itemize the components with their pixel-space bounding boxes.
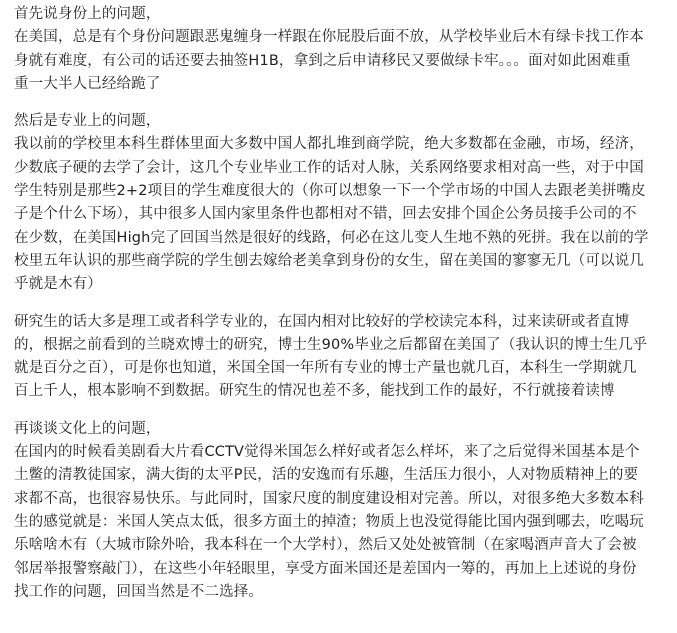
text-line: 学生特别是那些2+2项目的学生难度很大的（你可以想象一下一个学市场的中国人去跟老美拼嘴皮: [14, 183, 646, 200]
text-line: 在少数，在美国High完了回国当然是很好的线路，何必在这儿变人生地不熟的死拼。我在以前的学: [14, 229, 649, 246]
text-line: 就是百分之百），可是你也知道，米国全国一年所有专业的博士产量也就几百，本科生一学期就几: [14, 360, 637, 377]
text-line: 求都不高，也很容易快乐。与此同时，国家尺度的制度建设相对完善。所以，对很多绝大多数本科: [14, 490, 644, 507]
text-line: 重一大半人已经给跪了: [14, 75, 161, 92]
text-line: 我以前的学校里本科生群体里面大多数中国人都扎堆到商学院，绝大多数都在金融，市场，经济，: [14, 136, 644, 153]
paragraph-identity: [14, 3, 673, 96]
text-line: 校里五年认识的那些商学院的学生刨去嫁给老美拿到身份的女生，留在美国的寥寥无几（可以说几: [14, 252, 644, 269]
paragraph-culture: [14, 418, 673, 604]
text-line: 找工作的问题，回国当然是不二选择。: [14, 583, 264, 600]
text-line: 乎就是木有）: [14, 276, 102, 293]
text-line: 身就有难度，有公司的话还要去抽签H1B，拿到之后申请移民又要做绿卡牢。。。面对如此困难重: [14, 52, 631, 69]
text-line: 的，根据之前看到的兰晓欢博士的研究，博士生90%毕业之后都留在美国了（我认识的博士生几乎: [14, 336, 648, 353]
text-line: 邻居举报警察敲门），在这些小年轻眼里，享受方面米国还是差国内一筹的，再加上上述说的身份: [14, 560, 637, 577]
text-line: 乐啥啥木有（大城市除外哈，我本科在一个大学村），然后又处处被管制（在家喝酒声音大了会被: [14, 537, 637, 554]
text-line: 子是个什么下场），其中很多人国内家里条件也都相对不错，回去安排个国企公务员接手公司的不: [14, 206, 637, 223]
paragraph-heading: 再谈谈文化上的问题，: [14, 420, 161, 437]
text-line: 生的感觉就是：米国人笑点太低，很多方面土的掉渣；物质上也没觉得能比国内强到哪去，吃喝玩: [14, 513, 644, 530]
text-line: 少数底子硬的去学了会计，这几个专业毕业工作的话对人脉，关系网络要求相对高一些，对于中国: [14, 159, 644, 176]
text-line: 研究生的话大多是理工或者科学专业的，在国内相对比较好的学校读完本科，过来读研或者直博: [14, 313, 630, 330]
text-line: 在国内的时候看美剧看大片看CCTV觉得米国怎么样好或者怎么样坏，来了之后觉得米国基本是个: [14, 444, 640, 461]
paragraph-major: [14, 110, 673, 296]
text-line: 土鳖的清教徒国家，满大街的太平P民，活的安逸而有乐趣，生活压力很小，人对物质精神上的要: [14, 467, 639, 484]
text-line: 百上千人，根本影响不到数据。研究生的情况也差不多，能找到工作的最好，不行就接着读博: [14, 383, 615, 400]
paragraph-graduate: [14, 311, 673, 404]
text-line: 在美国，总是有个身份问题跟恶鬼缠身一样跟在你屁股后面不放，从学校毕业后木有绿卡找工作本: [14, 29, 644, 46]
paragraph-heading: 然后是专业上的问题，: [14, 113, 161, 130]
paragraph-heading: 首先说身份上的问题，: [14, 6, 161, 22]
